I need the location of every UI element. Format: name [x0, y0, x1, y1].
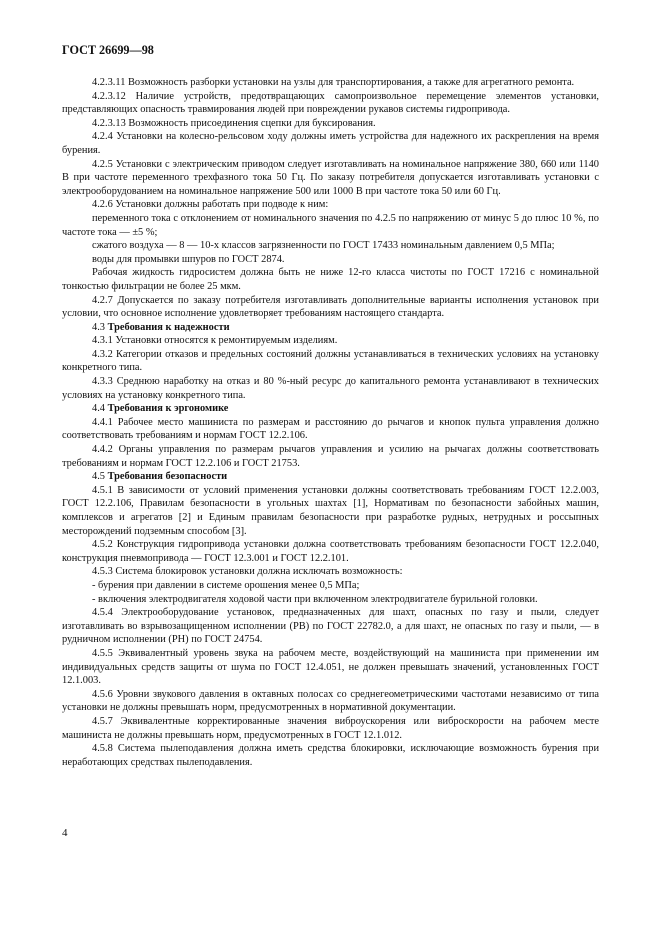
paragraph: 4.5.8 Система пылеподавления должна иметь средства блокировки, исключающие возможность бурения при неработающих средствах пылеподавления.: [62, 743, 599, 768]
section-number: 4.4: [92, 403, 108, 415]
page-number: 4: [62, 827, 68, 839]
paragraph: 4.5.4 Электрооборудование установок, предназначенных для шахт, опасных по газу и пыли, следует изготавливать во взрывозащищенном исполнении (РВ) по ГОСТ 22782.0, а для шахт, не опасных по газу и пыли, — в рудничном исполнении (РН) по ГОСТ 24754.: [62, 607, 599, 646]
paragraph: 4.5.2 Конструкция гидропривода установки должна соответствовать требованиям безопасности ГОСТ 12.2.040, конструкция пневмопривода — ГОСТ 12.3.001 и ГОСТ 12.2.101.: [62, 539, 599, 564]
section-title: Требования к надежности: [107, 321, 230, 333]
paragraph: - включения электродвигателя ходовой части при включенном электродвигателе бурильной головки.: [92, 593, 538, 605]
paragraph: 4.2.3.12 Наличие устройств, предотвращающих самопроизвольное перемещение элементов установки, представляющих опасность травмирования людей при повреждении рукавов системы гидропривода.: [62, 90, 599, 116]
document-body: [62, 76, 599, 769]
section-heading: [62, 402, 599, 416]
paragraph: 4.2.3.11 Возможность разборки установки на узлы для транспортирования, а также для агрегатного ремонта.: [92, 77, 575, 88]
section-title: Требования к эргономике: [107, 403, 229, 415]
paragraph: 4.3.2 Категории отказов и предельных состояний должны устанавливаться в технических условиях на установку конкретного типа.: [62, 348, 599, 374]
paragraph: 4.5.1 В зависимости от условий применения установки должны соответствовать требованиям ГОСТ 12.2.003, ГОСТ 12.2.106, Правилам безопасности в угольных шахтах [1], Нормативам по безопасности забойных машин, комплексов и агрегатов [2] и Единым правилам безопасности при разработке рудных, нетрудных и россыпных месторождений подземным способом [3].: [62, 484, 599, 537]
section-number: 4.3: [92, 321, 108, 333]
paragraph: 4.2.5 Установки с электрическим приводом следует изготавливать на номинальное напряжение 380, 660 или 1140 В при частоте переменного трехфазного тока 50 Гц. По заказу потребителя допускается изготавливать установки с электрооборудованием на номинальное напряжение 500 или 1000 В при частоте тока 50 или 60 Гц.: [62, 158, 599, 197]
paragraph: 4.2.3.13 Возможность присоединения сцепки для буксирования.: [92, 117, 376, 129]
paragraph: Рабочая жидкость гидросистем должна быть не ниже 12-го класса чистоты по ГОСТ 17216 с номинальной тонкостью фильтрации не более 25 мкм.: [62, 267, 599, 292]
section-number: 4.5: [92, 471, 108, 483]
paragraph: 4.4.1 Рабочее место машиниста по размерам и расстоянию до рычагов и кнопок пульта управления должно соответствовать требованиям и нормам ГОСТ 12.2.106.: [62, 416, 599, 442]
paragraph: переменного тока с отклонением от номинального значения по 4.2.5 по напряжению от минус 5 до плюс 10 %, по частоте тока — ±5 %;: [62, 212, 599, 238]
paragraph: 4.3.3 Среднюю наработку на отказ и 80 %-ный ресурс до капитального ремонта устанавливают в технических условиях на установку конкретного типа.: [62, 376, 599, 401]
paragraph: 4.5.3 Система блокировок установки должна исключать возможность:: [92, 566, 403, 578]
document-code-header: ГОСТ 26699—98: [62, 43, 154, 57]
paragraph: 4.2.6 Установки должны работать при подводе к ним:: [92, 199, 329, 211]
paragraph: воды для промывки шпуров по ГОСТ 2874.: [92, 253, 285, 265]
paragraph: - бурения при давлении в системе орошения менее 0,5 МПа;: [92, 579, 360, 591]
section-title: Требования безопасности: [107, 471, 228, 483]
paragraph: 4.5.5 Эквивалентный уровень звука на рабочем месте, воздействующий на машиниста при применении им индивидуальных средств защиты от шума по ГОСТ 12.4.051, не должен превышать значений, установленных ГОСТ 12.1.003.: [62, 647, 599, 687]
section-heading: [62, 321, 599, 335]
paragraph: 4.3.1 Установки относятся к ремонтируемым изделиям.: [92, 335, 338, 347]
paragraph: 4.2.7 Допускается по заказу потребителя изготавливать дополнительные варианты исполнения установок при условии, что основное исполнение удовлетворяет требованиям настоящего стандарта.: [62, 294, 599, 320]
paragraph: 4.5.6 Уровни звукового давления в октавных полосах со среднегеометрическими частотами независимо от типа установки не должны превышать норм, предусмотренных в нормативной документации.: [62, 688, 599, 714]
section-heading: [62, 470, 599, 484]
paragraph: сжатого воздуха — 8 — 10-х классов загрязненности по ГОСТ 17433 номинальным давлением 0,5 МПа;: [92, 240, 555, 252]
paragraph: 4.4.2 Органы управления по размерам рычагов управления и усилию на рычагах должны соответствовать требованиям и нормам ГОСТ 12.2.106 и ГОСТ 21753.: [62, 444, 599, 469]
paragraph: 4.2.4 Установки на колесно-рельсовом ходу должны иметь устройства для надежного их раскрепления на время бурения.: [62, 131, 599, 156]
paragraph: 4.5.7 Эквивалентные корректированные значения виброускорения или виброскорости на рабочем месте машиниста не должны превышать норм, предусмотренных в ГОСТ 12.1.012.: [62, 715, 599, 741]
